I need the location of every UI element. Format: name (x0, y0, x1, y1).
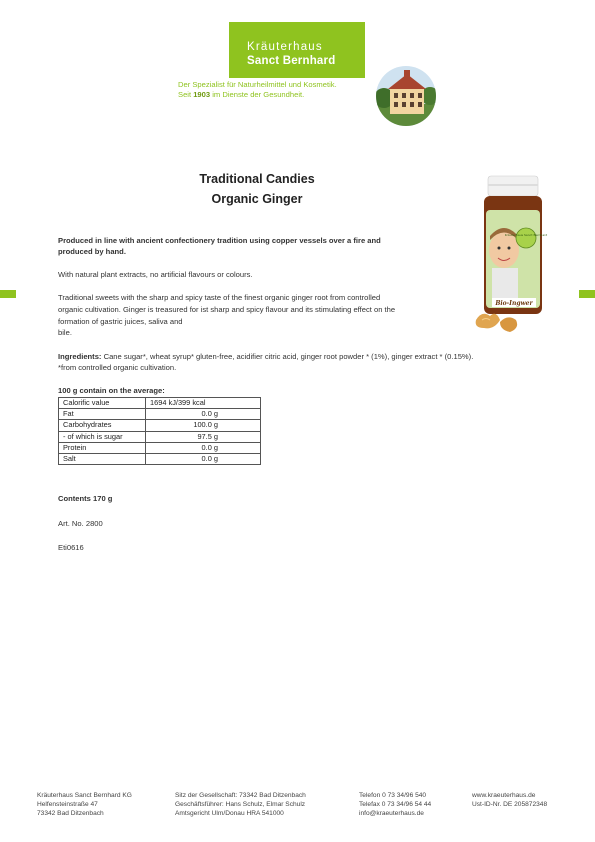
table-row (59, 431, 261, 442)
nutrient-value: 97.5 g (146, 431, 261, 442)
footer-web (472, 791, 547, 809)
tagline-rest: im Dienste der Gesundheit. (210, 90, 305, 99)
company-building-photo (376, 66, 436, 126)
intro-line1: Produced in line with ancient confectionery tradition using copper vessels over a fire and (58, 236, 381, 245)
description-line2: organic cultivation. Ginger is treasured for ist sharp and spicy flavour and its stimulating effect on the (58, 305, 396, 314)
footer-seat: Sitz der Gesellschaft: 73342 Bad Ditzenbach (175, 792, 306, 799)
footer-phone: Telefon 0 73 34/96 540 (359, 792, 427, 799)
nutrient-value: 0.0 g (146, 409, 261, 420)
description-line3: formation of gastric juices, saliva and (58, 317, 183, 326)
footer-legal (175, 791, 306, 819)
tagline-line1: Der Spezialist für Naturheilmittel und Kosmetik. (178, 80, 337, 89)
tagline-line2 (178, 90, 368, 100)
description-line1: Traditional sweets with the sharp and spicy taste of the finest organic ginger root from controlled (58, 293, 381, 302)
footer-street: Helfensteinstraße 47 (37, 801, 98, 809)
footer-register: Amtsgericht Ulm/Donau HRA 541000 (175, 810, 284, 818)
logo-text-line1: Kräuterhaus (247, 41, 323, 53)
ingredients-text: Cane sugar*, wheat syrup* gluten-free, acidifier citric acid, ginger root powder * (1%), ginger extract * (0.15%). (101, 352, 474, 361)
product-jar-image (470, 170, 552, 350)
table-row (59, 409, 261, 420)
nutrition-heading: 100 g contain on the average: (58, 386, 165, 395)
contents: Contents 170 g (58, 494, 113, 503)
footer-address (37, 791, 132, 819)
label-code: Eti0616 (58, 543, 84, 552)
nutrient-label: - of which is sugar (59, 431, 146, 442)
footer-company: Kräuterhaus Sanct Bernhard KG (37, 792, 132, 799)
nutrition-table (58, 397, 261, 465)
footer-contact (359, 791, 431, 819)
ingredients-label: Ingredients: (58, 352, 102, 361)
footer-email[interactable]: info@kraeuterhaus.de (359, 810, 424, 818)
table-row (59, 420, 261, 431)
nutrient-label: Protein (59, 442, 146, 453)
table-row (59, 398, 261, 409)
product-title-line1: Traditional Candies (199, 172, 315, 186)
natural-note: With natural plant extracts, no artificial flavours or colours. (58, 270, 253, 279)
ingredients-note: *from controlled organic cultivation. (58, 363, 177, 372)
nutrient-value: 1694 kJ/399 kcal (146, 398, 261, 409)
footer-vat-id: Ust-ID-Nr. DE 205872348 (472, 801, 548, 809)
jar-brand-text: Kräuterhaus Sanct Bernhard (504, 233, 548, 237)
tagline-year: 1903 (193, 90, 211, 99)
nutrient-label: Fat (59, 409, 146, 420)
nutrient-label: Calorific value (59, 398, 146, 409)
nutrient-value: 0.0 g (146, 442, 261, 453)
jar-label-text: Bio-Ingwer (495, 300, 533, 307)
product-title-line2: Organic Ginger (211, 192, 303, 206)
company-logo (229, 22, 365, 78)
left-margin-marker (0, 290, 16, 298)
nutrient-label: Carbohydrates (59, 420, 146, 431)
intro-line2: produced by hand. (58, 247, 126, 256)
nutrient-value: 100.0 g (146, 420, 261, 431)
description-line4: bile. (58, 328, 72, 337)
ingredients (58, 352, 473, 363)
table-row (59, 453, 261, 464)
footer-fax: Telefax 0 73 34/96 54 44 (359, 801, 432, 809)
nutrient-label: Salt (59, 453, 146, 464)
table-row (59, 442, 261, 453)
right-margin-marker (579, 290, 595, 298)
article-number: Art. No. 2800 (58, 519, 103, 528)
footer-website[interactable]: www.kraeuterhaus.de (472, 792, 536, 799)
logo-text-line2: Sanct Bernhard (247, 55, 336, 67)
footer-managers: Geschäftsführer: Hans Schulz, Elmar Schulz (175, 801, 306, 809)
nutrient-value: 0.0 g (146, 453, 261, 464)
footer-city: 73342 Bad Ditzenbach (37, 810, 104, 818)
company-tagline (178, 80, 368, 100)
tagline-seit: Seit (178, 90, 194, 99)
